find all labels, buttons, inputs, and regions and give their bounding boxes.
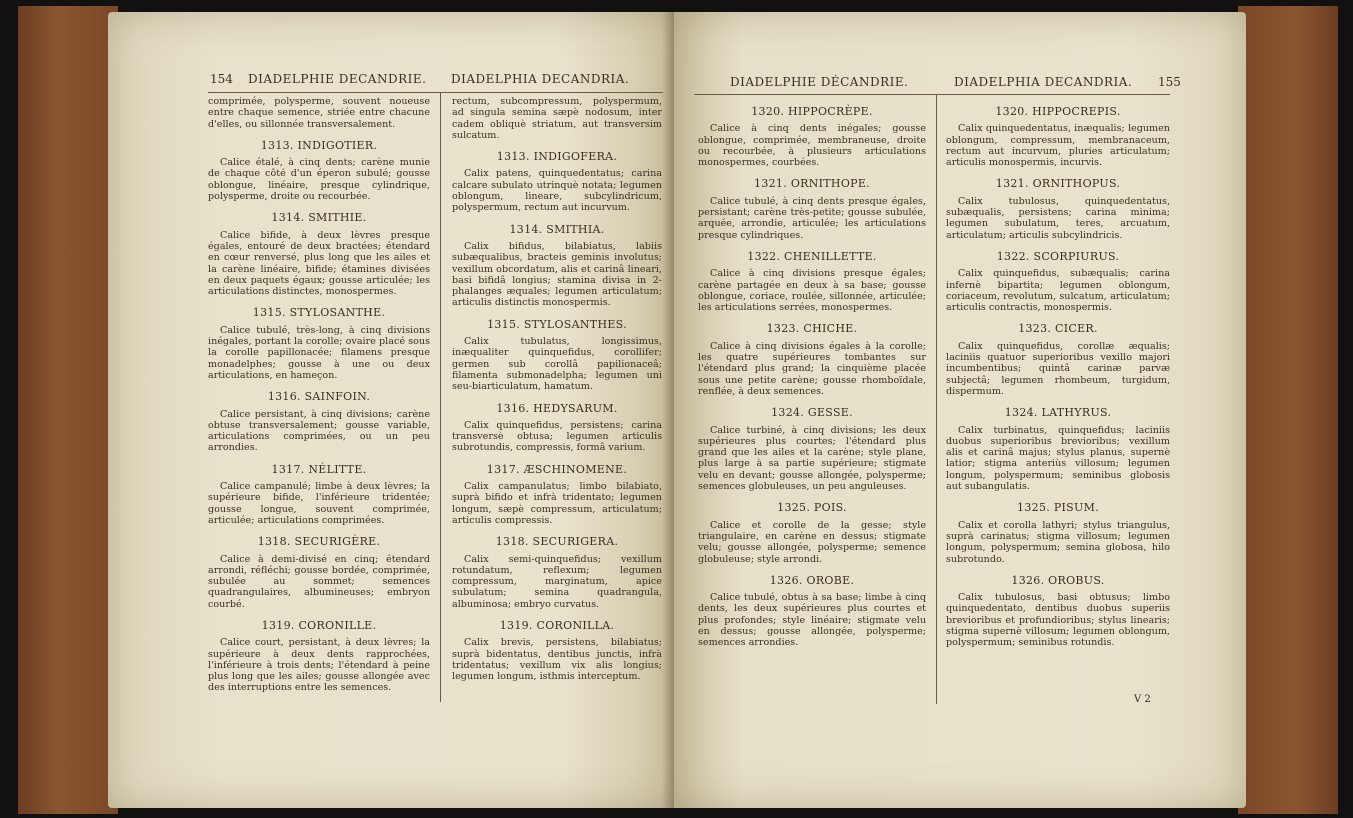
entry-heading: 1314. SMITHIE.: [271, 211, 367, 225]
entry-heading: 1320. HIPPOCREPIS.: [995, 105, 1121, 118]
entry-heading: 1314. SMITHIA.: [509, 222, 605, 236]
entry-heading: 1317. ÆSCHINOMENE.: [486, 462, 628, 476]
entry-description: rectum, subcompressum, polyspermum, ad singula semina sæpè nodosum, inter cadem obliquè striatum, aut transversim sulcatum.: [452, 96, 662, 141]
entry-description: Calix quinquedentatus, inæqualis; legumen oblongum, compressum, membranaceum, rectum aut incurvum, pluries articulatum; articulis monospermis, incurvis.: [946, 123, 1170, 169]
entry-heading: 1313. INDIGOTIER.: [260, 138, 378, 152]
entry-description: Calix tubulosus, basi obtusus; limbo quinquedentato, dentibus duobus superiis brevioribus et profundioribus; stylus linearis; stigma supernè villosum; legumen oblongum, polyspermum; seminibus rotundis.: [946, 592, 1170, 649]
entry-description: Calice campanulé; limbe à deux lèvres; la supérieure bifide, l'inférieure tridentée; gousse longue, souvent comprimée, articulée; articulations comprimées.: [208, 481, 430, 526]
entry-description: Calice turbiné, à cinq divisions; les deux supérieures plus courtes; l'étendard plus grand que les ailes et la carène; style plane, plus large à sa partie supérieure; stigmate velu en devant; gousse allongée, polysperme; semences globuleuses, un peu anguleuses.: [698, 424, 926, 493]
entry-description: Calice à cinq divisions égales à la corolle; les quatre supérieures tombantes sur l'étendard plus grand; la cinquième placée sous une petite carène; gousse rhomboïdale, renflée, à deux semences.: [698, 340, 926, 397]
entry-heading: 1322. SCORPIURUS.: [996, 249, 1120, 263]
entry-heading: 1325. PISUM.: [1017, 501, 1099, 515]
entry-description: Calix quinquefidus, subæqualis; carina infernè bipartita; legumen oblongum, coriaceum, revolutum, sulcatum, articulatum; articulis contractis, monospermis.: [946, 268, 1170, 314]
entry-description: Calix quinquefidus, persistens; carina transversè obtusa; legumen articulis subrotundis, compressis, formâ varium.: [452, 419, 662, 454]
entry-heading: 1321. ORNITHOPE.: [754, 177, 870, 191]
entry-heading: 1320. HIPPOCRÈPE.: [751, 105, 873, 118]
entry-heading: 1315. STYLOSANTHES.: [487, 317, 627, 331]
entry-description: Calix campanulatus; limbo bilabiato, suprà bifido et infrà tridentato; legumen longum, sæpè compressum, articulatum; articulis compressis.: [452, 481, 662, 526]
entry-heading: 1321. ORNITHOPUS.: [995, 177, 1121, 191]
column-divider: [440, 92, 441, 702]
french-column: [698, 96, 926, 649]
page-number: 155: [1158, 75, 1181, 89]
entry-heading: 1319. CORONILLA.: [499, 618, 615, 632]
entry-heading: 1322. CHENILLETTE.: [747, 249, 877, 263]
signature-mark: V 2: [1134, 694, 1151, 705]
entry-description: Calice étalé, à cinq dents; carène munie de chaque côté d'un éperon subulé; gousse oblongue, linéaire, presque cylindrique, polysperme, droite ou recourbée.: [208, 157, 430, 203]
entry-heading: 1324. LATHYRUS.: [1004, 406, 1112, 420]
column-divider: [936, 94, 937, 704]
french-column: [208, 96, 430, 694]
left-page: [108, 12, 674, 808]
entry-heading: 1325. POIS.: [777, 501, 847, 515]
entry-description: Calice bifide, à deux lèvres presque égales, entouré de deux bractées; étendard en cœur renversé, plus long que les ailes et la carène linéaire, bifide; étamines divisées en deux paquets égaux; gousse articulée; les articulations distinctes, monospermes.: [208, 229, 430, 298]
entry-description: Calice à cinq divisions presque égales; carène partagée en deux à sa base; gousse oblongue, coriace, roulée, sillonnée, articulée; les articulations serrées, monospermes.: [698, 268, 926, 314]
entry-heading: 1323. CICER.: [1018, 322, 1098, 336]
entry-heading: 1315. STYLOSANTHE.: [252, 306, 386, 320]
entry-description: Calix bifidus, bilabiatus, labiis subæqualibus, bracteis geminis involutus; vexillum obcordatum, alis et carinâ lineari, basi bifidâ longius; stamina divisa in 2-phalanges æquales; legumen articulatum; articulis distinctis monospermis.: [452, 240, 662, 309]
entry-description: Calice tubulé, à cinq dents presque égales, persistant; carène très-petite; gousse subulée, arquée, arrondie, articulée; les articulations presque cylindriques.: [698, 195, 926, 241]
entry-description: Calice à cinq dents inégales; gousse oblongue, comprimée, membraneuse, droite ou recourbée, à plusieurs articulations monospermes, courbées.: [698, 123, 926, 169]
entry-description: Calix semi-quinquefidus; vexillum rotundatum, reflexum; legumen compressum, marginatum, apice subulatum; semina quadrangula, albuminosa; embryo curvatus.: [452, 553, 662, 610]
entry-description: Calix quinquefidus, corollæ æqualis; laciniis quatuor superioribus vexillo majori incumbentibus; quintâ carinæ parvæ subjectâ; legumen rhombeum, turgidum, dispermum.: [946, 340, 1170, 397]
entry-heading: 1326. OROBUS.: [1011, 573, 1105, 587]
entry-heading: 1316. HEDYSARUM.: [496, 401, 618, 415]
latin-column: [946, 96, 1170, 649]
running-header-french: DIADELPHIE DECANDRIE.: [248, 72, 427, 86]
right-page: [674, 12, 1246, 808]
entry-heading: 1317. NÉLITTE.: [271, 462, 367, 476]
entry-heading: 1316. SAINFOIN.: [267, 390, 371, 404]
book-cover-left: [18, 6, 118, 814]
running-header-french: DIADELPHIE DÉCANDRIE.: [730, 75, 909, 89]
entry-description: Calix turbinatus, quinquefidus; laciniis duobus superioribus brevioribus; vexillum alis et carinâ majus; stylus planus, supernè latior; stigma anteriùs villosum; legumen longum, polyspermum; seminibus globosis aut subangulatis.: [946, 424, 1170, 493]
entry-description: Calix tubulosus, quinquedentatus, subæqualis, persistens; carina minima; legumen subulatum, teres, arcuatum, articulatum; articulis subcylindricis.: [946, 195, 1170, 241]
entry-description: Calice tubulé, obtus à sa base; limbe à cinq dents, les deux supérieures plus courtes et plus profondes; style linéaire; stigmate velu en dessus; gousse allongée, polysperme; semences arrondies.: [698, 592, 926, 649]
header-rule: [208, 92, 663, 93]
entry-description: Calix patens, quinquedentatus; carina calcare subulato utrinquè notata; legumen oblongum, lineare, subcylindricum, polyspermum, rectum aut incurvum.: [452, 168, 662, 214]
entry-description: Calice à demi-divisé en cinq; étendard arrondi, réfléchi; gousse bordée, comprimée, subulée au sommet; semences quadrangulaires, albumineuses; embryon courbé.: [208, 553, 430, 610]
entry-heading: 1318. SECURIGÈRE.: [257, 535, 381, 549]
entry-description: Calice court, persistant, à deux lèvres; la supérieure à deux dents rapprochées, l'inférieure à trois dents; l'étendard à peine plus long que les ailes; gousse allongée avec des interruptions entre les semences.: [208, 637, 430, 694]
page-number: 154: [210, 72, 233, 86]
entry-description: Calice tubulé, très-long, à cinq divisions inégales, portant la corolle; ovaire placé sous la corolle papillonacée; filamens presque monadelphes; gousse à une ou deux articulations, en hameçon.: [208, 324, 430, 381]
header-rule: [694, 94, 1170, 95]
entry-description: Calice persistant, à cinq divisions; carène obtuse transversalement; gousse variable, articulations comprimées, ou un peu arrondies.: [208, 408, 430, 454]
entry-description: Calice et corolle de la gesse; style triangulaire, en carène en dessus; stigmate velu; gousse allongée, polysperme; semence globuleuse; style arrondi.: [698, 519, 926, 565]
entry-heading: 1326. OROBE.: [769, 573, 855, 587]
latin-column: [452, 96, 662, 682]
entry-heading: 1318. SECURIGERA.: [495, 535, 619, 549]
entry-heading: 1323. CHICHE.: [766, 322, 858, 336]
entry-heading: 1324. GESSE.: [771, 406, 853, 420]
entry-heading: 1313. INDIGOFERA.: [496, 150, 618, 164]
entry-description: Calix brevis, persistens, bilabiatus; suprà bidentatus, dentibus junctis, infrà tridentatus; vexillum vix alis longius; legumen longum, isthmis interceptum.: [452, 637, 662, 683]
running-header-latin: DIADELPHIA DECANDRIA.: [954, 75, 1133, 89]
book-cover-right: [1238, 6, 1338, 814]
entry-description: comprimée, polysperme, souvent noueuse entre chaque semence, striée entre chacune d'elles, ou sillonnée transversalement.: [208, 96, 430, 130]
entry-heading: 1319. CORONILLE.: [261, 618, 377, 632]
entry-description: Calix tubulatus, longissimus, inæqualiter quinquefidus, corollifer; germen sub corollâ papilionaceâ; filamenta submonadelpha; legumen uni seu-biarticulatum, hamatum.: [452, 336, 662, 393]
running-header-latin: DIADELPHIA DECANDRIA.: [451, 72, 630, 86]
entry-description: Calix et corolla lathyri; stylus triangulus, suprà carinatus; stigma villosum; legumen longum, polyspermum; semina globosa, hilo subrotundo.: [946, 519, 1170, 565]
